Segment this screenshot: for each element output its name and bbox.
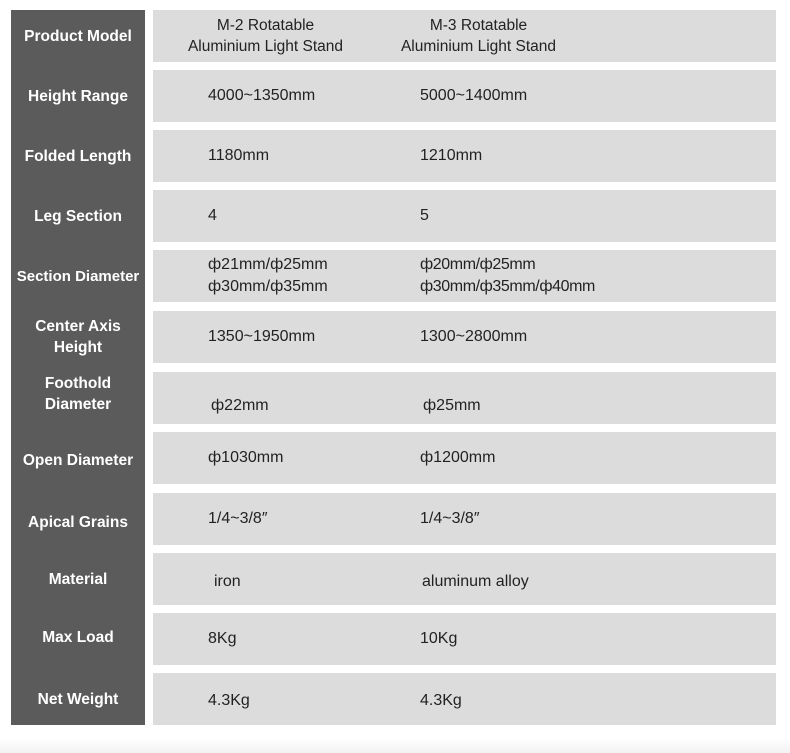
footer-divider bbox=[0, 738, 790, 753]
open-diameter-m3: ф1200mm bbox=[420, 449, 496, 466]
height-range-m3: 5000~1400mm bbox=[420, 87, 528, 104]
apical-grains-m3: 1/4~3/8″ bbox=[420, 510, 480, 527]
row-label-net-weight: Net Weight bbox=[37, 690, 119, 708]
section-diameter-m2: ф21mm/ф25mm ф30mm/ф35mm bbox=[208, 256, 328, 295]
section-diameter-m3: ф20mm/ф25mm ф30mm/ф35mm/ф40mm bbox=[420, 256, 595, 295]
net-weight-m3: 4.3Kg bbox=[420, 692, 462, 709]
folded-length-m2: 1180mm bbox=[208, 147, 270, 164]
product-model-m3: M-3 Rotatable Aluminium Light Stand bbox=[400, 17, 557, 55]
row-leg-section bbox=[153, 190, 776, 242]
leg-section-m3: 5 bbox=[420, 207, 429, 224]
row-label-leg-section: Leg Section bbox=[34, 207, 122, 225]
leg-section-m2: 4 bbox=[208, 207, 217, 224]
row-max-load bbox=[153, 613, 776, 665]
net-weight-m2: 4.3Kg bbox=[208, 692, 250, 709]
row-label-max-load: Max Load bbox=[42, 628, 114, 646]
folded-length-m3: 1210mm bbox=[420, 147, 483, 164]
center-axis-height-m3: 1300~2800mm bbox=[420, 328, 528, 345]
foothold-diameter-m3: ф25mm bbox=[423, 397, 481, 414]
apical-grains-m2: 1/4~3/8″ bbox=[208, 510, 268, 527]
spec-table bbox=[11, 10, 776, 725]
row-label-section-diameter: Section Diameter bbox=[16, 267, 140, 285]
product-model-m2: M-2 Rotatable Aluminium Light Stand bbox=[187, 17, 344, 55]
row-label-height-range: Height Range bbox=[28, 87, 128, 105]
center-axis-height-m2: 1350~1950mm bbox=[208, 328, 316, 345]
open-diameter-m2: ф1030mm bbox=[208, 449, 284, 466]
row-label-apical-grains: Apical Grains bbox=[28, 513, 128, 531]
row-label-folded-length: Folded Length bbox=[24, 147, 132, 165]
row-label-open-diameter: Open Diameter bbox=[22, 451, 134, 469]
max-load-m2: 8Kg bbox=[208, 630, 237, 647]
row-label-material: Material bbox=[48, 570, 108, 588]
row-label-foothold-diameter: Foothold Diameter bbox=[44, 375, 112, 413]
row-label-product-model: Product Model bbox=[24, 27, 132, 45]
material-m2: iron bbox=[214, 573, 241, 590]
max-load-m3: 10Kg bbox=[420, 630, 458, 647]
row-label-center-axis-height: Center Axis Height bbox=[35, 318, 121, 356]
height-range-m2: 4000~1350mm bbox=[208, 87, 316, 104]
foothold-diameter-m2: ф22mm bbox=[211, 397, 269, 414]
material-m3: aluminum alloy bbox=[422, 573, 529, 590]
